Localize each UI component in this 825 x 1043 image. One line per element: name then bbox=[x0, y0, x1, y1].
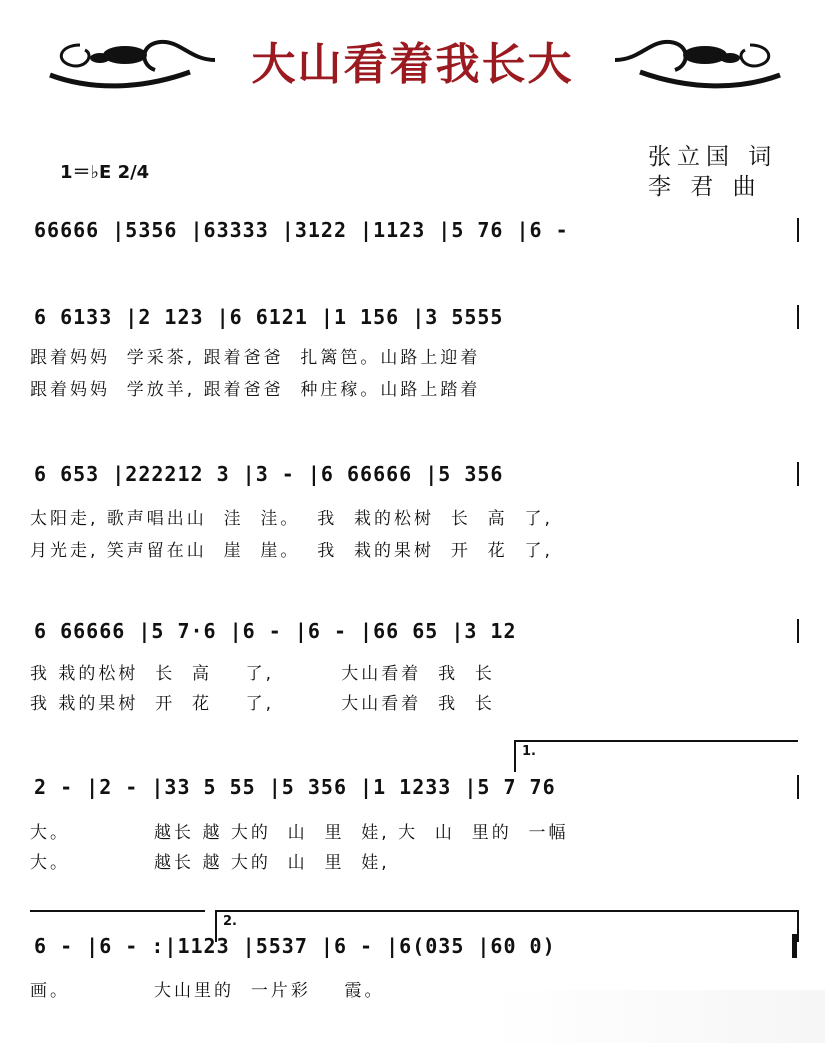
lyrics-verse-1: 跟着妈妈 学采茶, 跟着爸爸 扎篱笆。山路上迎着 bbox=[30, 348, 481, 368]
notation: 66666 |5356 |63333 |3122 |1123 |5 76 |6 - bbox=[34, 218, 569, 242]
song-title: 大山看着我长大 bbox=[251, 39, 574, 90]
lyrics-verse-2: 大。 越长 越 大的 山 里 娃, bbox=[30, 853, 390, 873]
composer-credit: 李 君 曲 bbox=[648, 174, 762, 200]
volta-bracket-1 bbox=[514, 740, 798, 772]
notation: 6 6133 |2 123 |6 6121 |1 156 |3 5555 bbox=[34, 305, 504, 329]
lyrics-verse-2: 我 栽的果树 开 花 了, 大山看着 我 长 bbox=[30, 694, 495, 714]
notation: 2 - |2 - |33 5 55 |5 356 |1 1233 |5 7 76 bbox=[34, 775, 556, 799]
barline bbox=[797, 305, 799, 329]
final-barline bbox=[792, 934, 797, 958]
volta-label: 2. bbox=[223, 914, 237, 929]
lyrics-verse-1: 我 栽的松树 长 高 了, 大山看着 我 长 bbox=[30, 664, 495, 684]
lyricist-credit: 张立国 词 bbox=[648, 144, 778, 170]
lyrics-verse-1: 画。 大山里的 一片彩 霞。 bbox=[30, 981, 385, 1001]
volta-label: 1. bbox=[522, 744, 536, 759]
volta-1-continuation bbox=[30, 910, 205, 912]
key-signature: 1＝♭E 2/4 bbox=[60, 162, 150, 183]
lyrics-verse-2: 跟着妈妈 学放羊, 跟着爸爸 种庄稼。山路上踏着 bbox=[30, 380, 481, 400]
notation: 6 66666 |5 7·6 |6 - |6 - |66 65 |3 12 bbox=[34, 619, 517, 643]
barline bbox=[797, 775, 799, 799]
lyrics-verse-1: 太阳走, 歌声唱出山 洼 洼。 我 栽的松树 长 高 了, bbox=[30, 509, 553, 529]
barline bbox=[797, 619, 799, 643]
lyrics-verse-1: 大。 越长 越 大的 山 里 娃, 大 山 里的 一幅 bbox=[30, 823, 569, 843]
lyrics-verse-2: 月光走, 笑声留在山 崖 崖。 我 栽的果树 开 花 了, bbox=[30, 541, 553, 561]
barline bbox=[797, 462, 799, 486]
barline bbox=[797, 218, 799, 242]
notation: 6 653 |222212 3 |3 - |6 66666 |5 356 bbox=[34, 462, 504, 486]
page-edge-shade bbox=[490, 990, 825, 1043]
notation: 6 - |6 - :|1123 |5537 |6 - |6(035 |60 0) bbox=[34, 934, 556, 958]
